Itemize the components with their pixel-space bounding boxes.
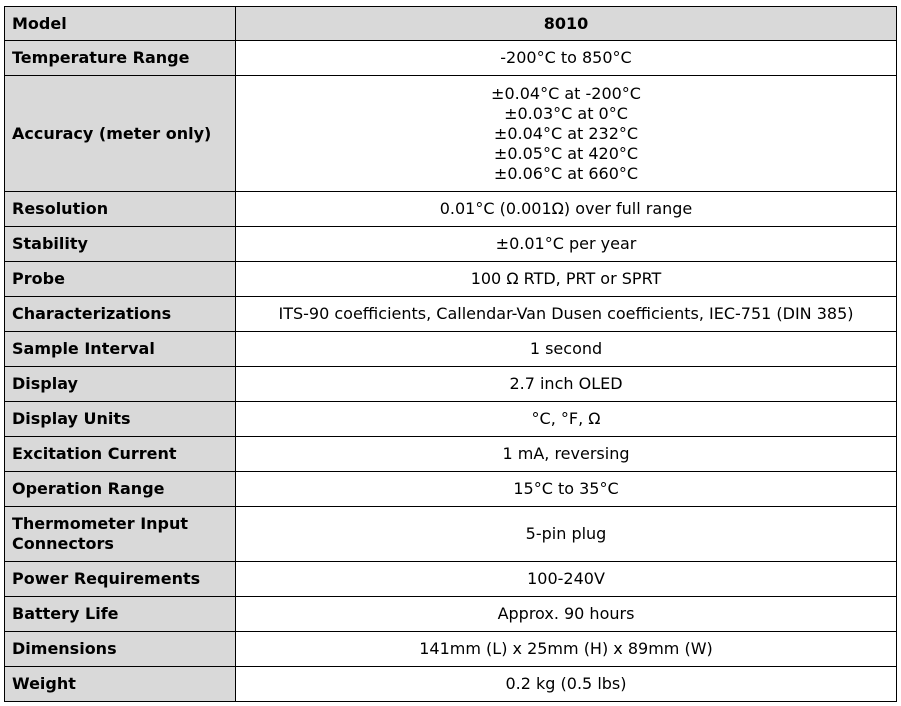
accuracy-line: ±0.04°C at -200°C — [491, 83, 641, 103]
accuracy-line: ±0.03°C at 0°C — [504, 103, 628, 123]
spec-label: Temperature Range — [5, 41, 236, 76]
accuracy-line: ±0.04°C at 232°C — [493, 123, 639, 143]
spec-value: °C, °F, Ω — [236, 402, 897, 437]
table-row — [5, 507, 897, 562]
spec-label: Excitation Current — [5, 437, 236, 472]
spec-label-multiline — [5, 507, 236, 562]
spec-value: 5-pin plug — [236, 507, 897, 562]
spec-value: 100-240V — [236, 562, 897, 597]
spec-label-line: Thermometer Input — [12, 514, 189, 533]
table-row — [5, 667, 897, 702]
spec-label: Accuracy (meter only) — [5, 76, 236, 192]
spec-value: -200°C to 850°C — [236, 41, 897, 76]
table-header-row — [5, 7, 897, 41]
spec-label: Sample Interval — [5, 332, 236, 367]
spec-table — [4, 6, 897, 702]
spec-value: Approx. 90 hours — [236, 597, 897, 632]
table-row — [5, 472, 897, 507]
spec-label: Characterizations — [5, 297, 236, 332]
spec-value: 141mm (L) x 25mm (H) x 89mm (W) — [236, 632, 897, 667]
spec-value: 1 second — [236, 332, 897, 367]
spec-label: Power Requirements — [5, 562, 236, 597]
spec-label-line: Connectors — [12, 534, 114, 553]
spec-label: Stability — [5, 227, 236, 262]
spec-label: Display — [5, 367, 236, 402]
header-model-number: 8010 — [236, 7, 897, 41]
spec-value: ±0.01°C per year — [236, 227, 897, 262]
table-row — [5, 76, 897, 192]
spec-value: 15°C to 35°C — [236, 472, 897, 507]
table-row — [5, 367, 897, 402]
spec-value: 0.01°C (0.001Ω) over full range — [236, 192, 897, 227]
spec-value: ITS-90 coefficients, Callendar-Van Dusen coefficients, IEC-751 (DIN 385) — [236, 297, 897, 332]
table-row — [5, 41, 897, 76]
spec-label: Weight — [5, 667, 236, 702]
table-row — [5, 297, 897, 332]
table-row — [5, 227, 897, 262]
table-row — [5, 597, 897, 632]
spec-value: 0.2 kg (0.5 lbs) — [236, 667, 897, 702]
spec-value: 100 Ω RTD, PRT or SPRT — [236, 262, 897, 297]
table-row — [5, 332, 897, 367]
accuracy-line: ±0.06°C at 660°C — [493, 163, 639, 183]
spec-label: Operation Range — [5, 472, 236, 507]
table-row — [5, 562, 897, 597]
spec-label: Resolution — [5, 192, 236, 227]
spec-label: Dimensions — [5, 632, 236, 667]
spec-label: Probe — [5, 262, 236, 297]
table-row — [5, 632, 897, 667]
spec-label: Display Units — [5, 402, 236, 437]
spec-value: 2.7 inch OLED — [236, 367, 897, 402]
table-row — [5, 402, 897, 437]
accuracy-line: ±0.05°C at 420°C — [493, 143, 639, 163]
header-label: Model — [5, 7, 236, 41]
table-row — [5, 192, 897, 227]
spec-value: 1 mA, reversing — [236, 437, 897, 472]
table-row — [5, 437, 897, 472]
spec-value-multiline — [236, 76, 897, 192]
table-row — [5, 262, 897, 297]
spec-label: Battery Life — [5, 597, 236, 632]
